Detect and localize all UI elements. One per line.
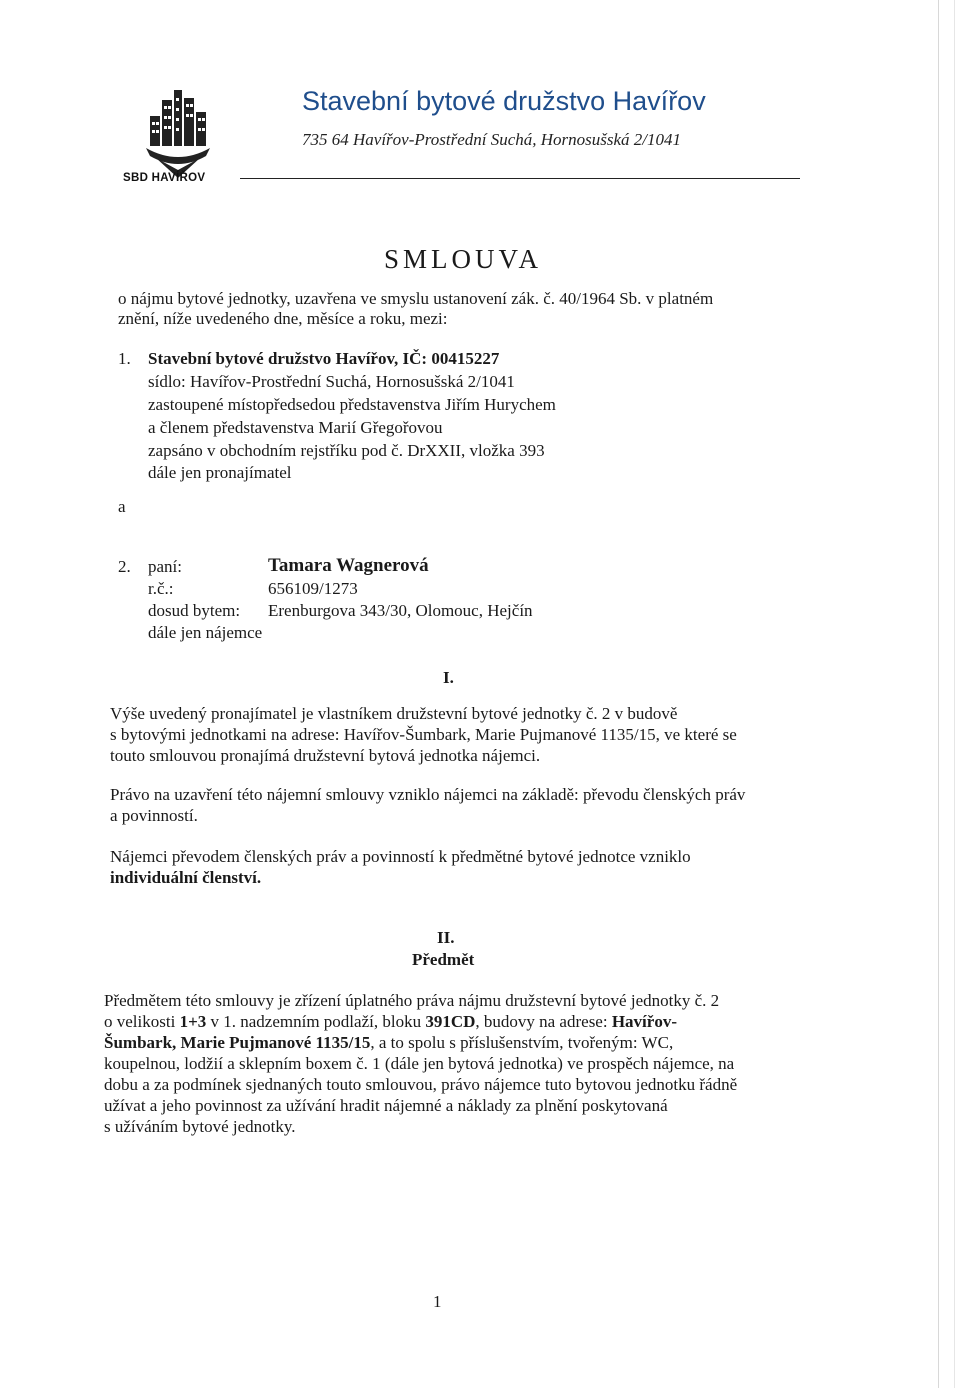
section-2-subheading: Předmět: [412, 950, 475, 969]
party2-name-label: paní:: [148, 557, 182, 576]
section-2-line1: Předmětem této smlouvy je zřízení úplatného práva nájmu družstevní bytové jednotky č. 2: [104, 991, 720, 1010]
section-1-para1-line1: Výše uvedený pronajímatel je vlastníkem družstevní bytové jednotky č. 2 v budově: [110, 704, 678, 723]
scan-edge-line-outer: [954, 0, 955, 1388]
party2-rc: 656109/1273: [268, 579, 358, 598]
party1-number: 1.: [118, 349, 131, 368]
page-number: 1: [433, 1292, 442, 1311]
scan-edge-line: [938, 0, 939, 1388]
section-1-para1-line3: touto smlouvou pronajímá družstevní bytová jednotka nájemci.: [110, 746, 541, 765]
intro-line-2: znění, níže uvedeného dne, měsíce a roku, mezi:: [118, 309, 448, 328]
party1-registry: zapsáno v obchodním rejstříku pod č. DrXXII, vložka 393: [148, 441, 545, 460]
document-title: SMLOUVA: [384, 244, 543, 274]
party2-rc-label: r.č.:: [148, 579, 174, 598]
party2-address: Erenburgova 343/30, Olomouc, Hejčín: [268, 601, 533, 620]
section-1-para1-line2: s bytovými jednotkami na adrese: Havířov-Šumbark, Marie Pujmanové 1135/15, ve které se: [110, 725, 737, 744]
section-2-floor: v 1. nadzemním podlaží, bloku: [206, 1012, 426, 1031]
party1-representative: zastoupené místopředsedou představenstva Jiřím Hurychem: [148, 395, 556, 414]
intro-line-1: o nájmu bytové jednotky, uzavřena ve smyslu ustanovení zák. č. 40/1964 Sb. v platném: [118, 289, 714, 308]
section-1-para2-line1: Právo na uzavření této nájemní smlouvy vzniklo nájemci na základě: převodu členských práv: [110, 785, 746, 804]
organization-name: Stavební bytové družstvo Havířov: [302, 86, 706, 116]
organization-address: 735 64 Havířov-Prostřední Suchá, Hornosušská 2/1041: [302, 130, 682, 149]
section-2-line2: [104, 1011, 677, 1032]
header-divider: [240, 178, 800, 179]
section-2-accessories: , a to spolu s příslušenstvím, tvořeným: WC,: [370, 1033, 674, 1052]
flat-size: 1+3: [179, 1012, 207, 1031]
party1-board-member: a členem představenstva Marií Gřegořovou: [148, 418, 443, 437]
party1-name: Stavební bytové družstvo Havířov, IČ: 00415227: [148, 349, 500, 368]
section-2-size-prefix: o velikosti: [104, 1012, 180, 1031]
party1-seat: sídlo: Havířov-Prostřední Suchá, Hornosušská 2/1041: [148, 372, 515, 391]
section-2-line3: [104, 1032, 673, 1053]
party2-name: Tamara Wagnerová: [268, 555, 429, 576]
party2-role: dále jen nájemce: [148, 623, 263, 642]
party1-role: dále jen pronajímatel: [148, 463, 292, 482]
section-2-line4: koupelnou, lodžií a sklepním boxem č. 1 (dále jen bytová jednotka) ve prospěch nájemce, na: [104, 1054, 735, 1073]
section-2-line7: s užíváním bytové jednotky.: [104, 1117, 296, 1136]
building-address: Šumbark, Marie Pujmanové 1135/15: [104, 1033, 371, 1052]
and-conjunction: a: [118, 497, 126, 516]
party2-number: 2.: [118, 557, 131, 576]
section-2-building: , budovy na adrese:: [475, 1012, 612, 1031]
logo-label: SBD HAVÍŘOV: [123, 172, 206, 184]
block-number: 391CD: [425, 1012, 476, 1031]
section-1-para2-line2: a povinností.: [110, 806, 198, 825]
party2-address-label: dosud bytem:: [148, 601, 241, 620]
section-2-line6: užívat a jeho povinnost za užívání hradit nájemné a náklady za plnění poskytovaná: [104, 1096, 668, 1115]
section-1-para3-line1: Nájemci převodem členských práv a povinností k předmětné bytové jednotce vzniklo: [110, 847, 691, 866]
section-2-line5: dobu a za podmínek sjednaných touto smlouvou, právo nájemce tuto bytovou jednotku řádně: [104, 1075, 738, 1094]
section-1-para3-membership: individuální členství.: [110, 868, 262, 887]
sbd-logo-icon: [122, 86, 232, 184]
city-part: Havířov-: [611, 1012, 677, 1031]
section-2-heading: II.: [437, 928, 455, 947]
section-1-heading: I.: [443, 668, 454, 687]
